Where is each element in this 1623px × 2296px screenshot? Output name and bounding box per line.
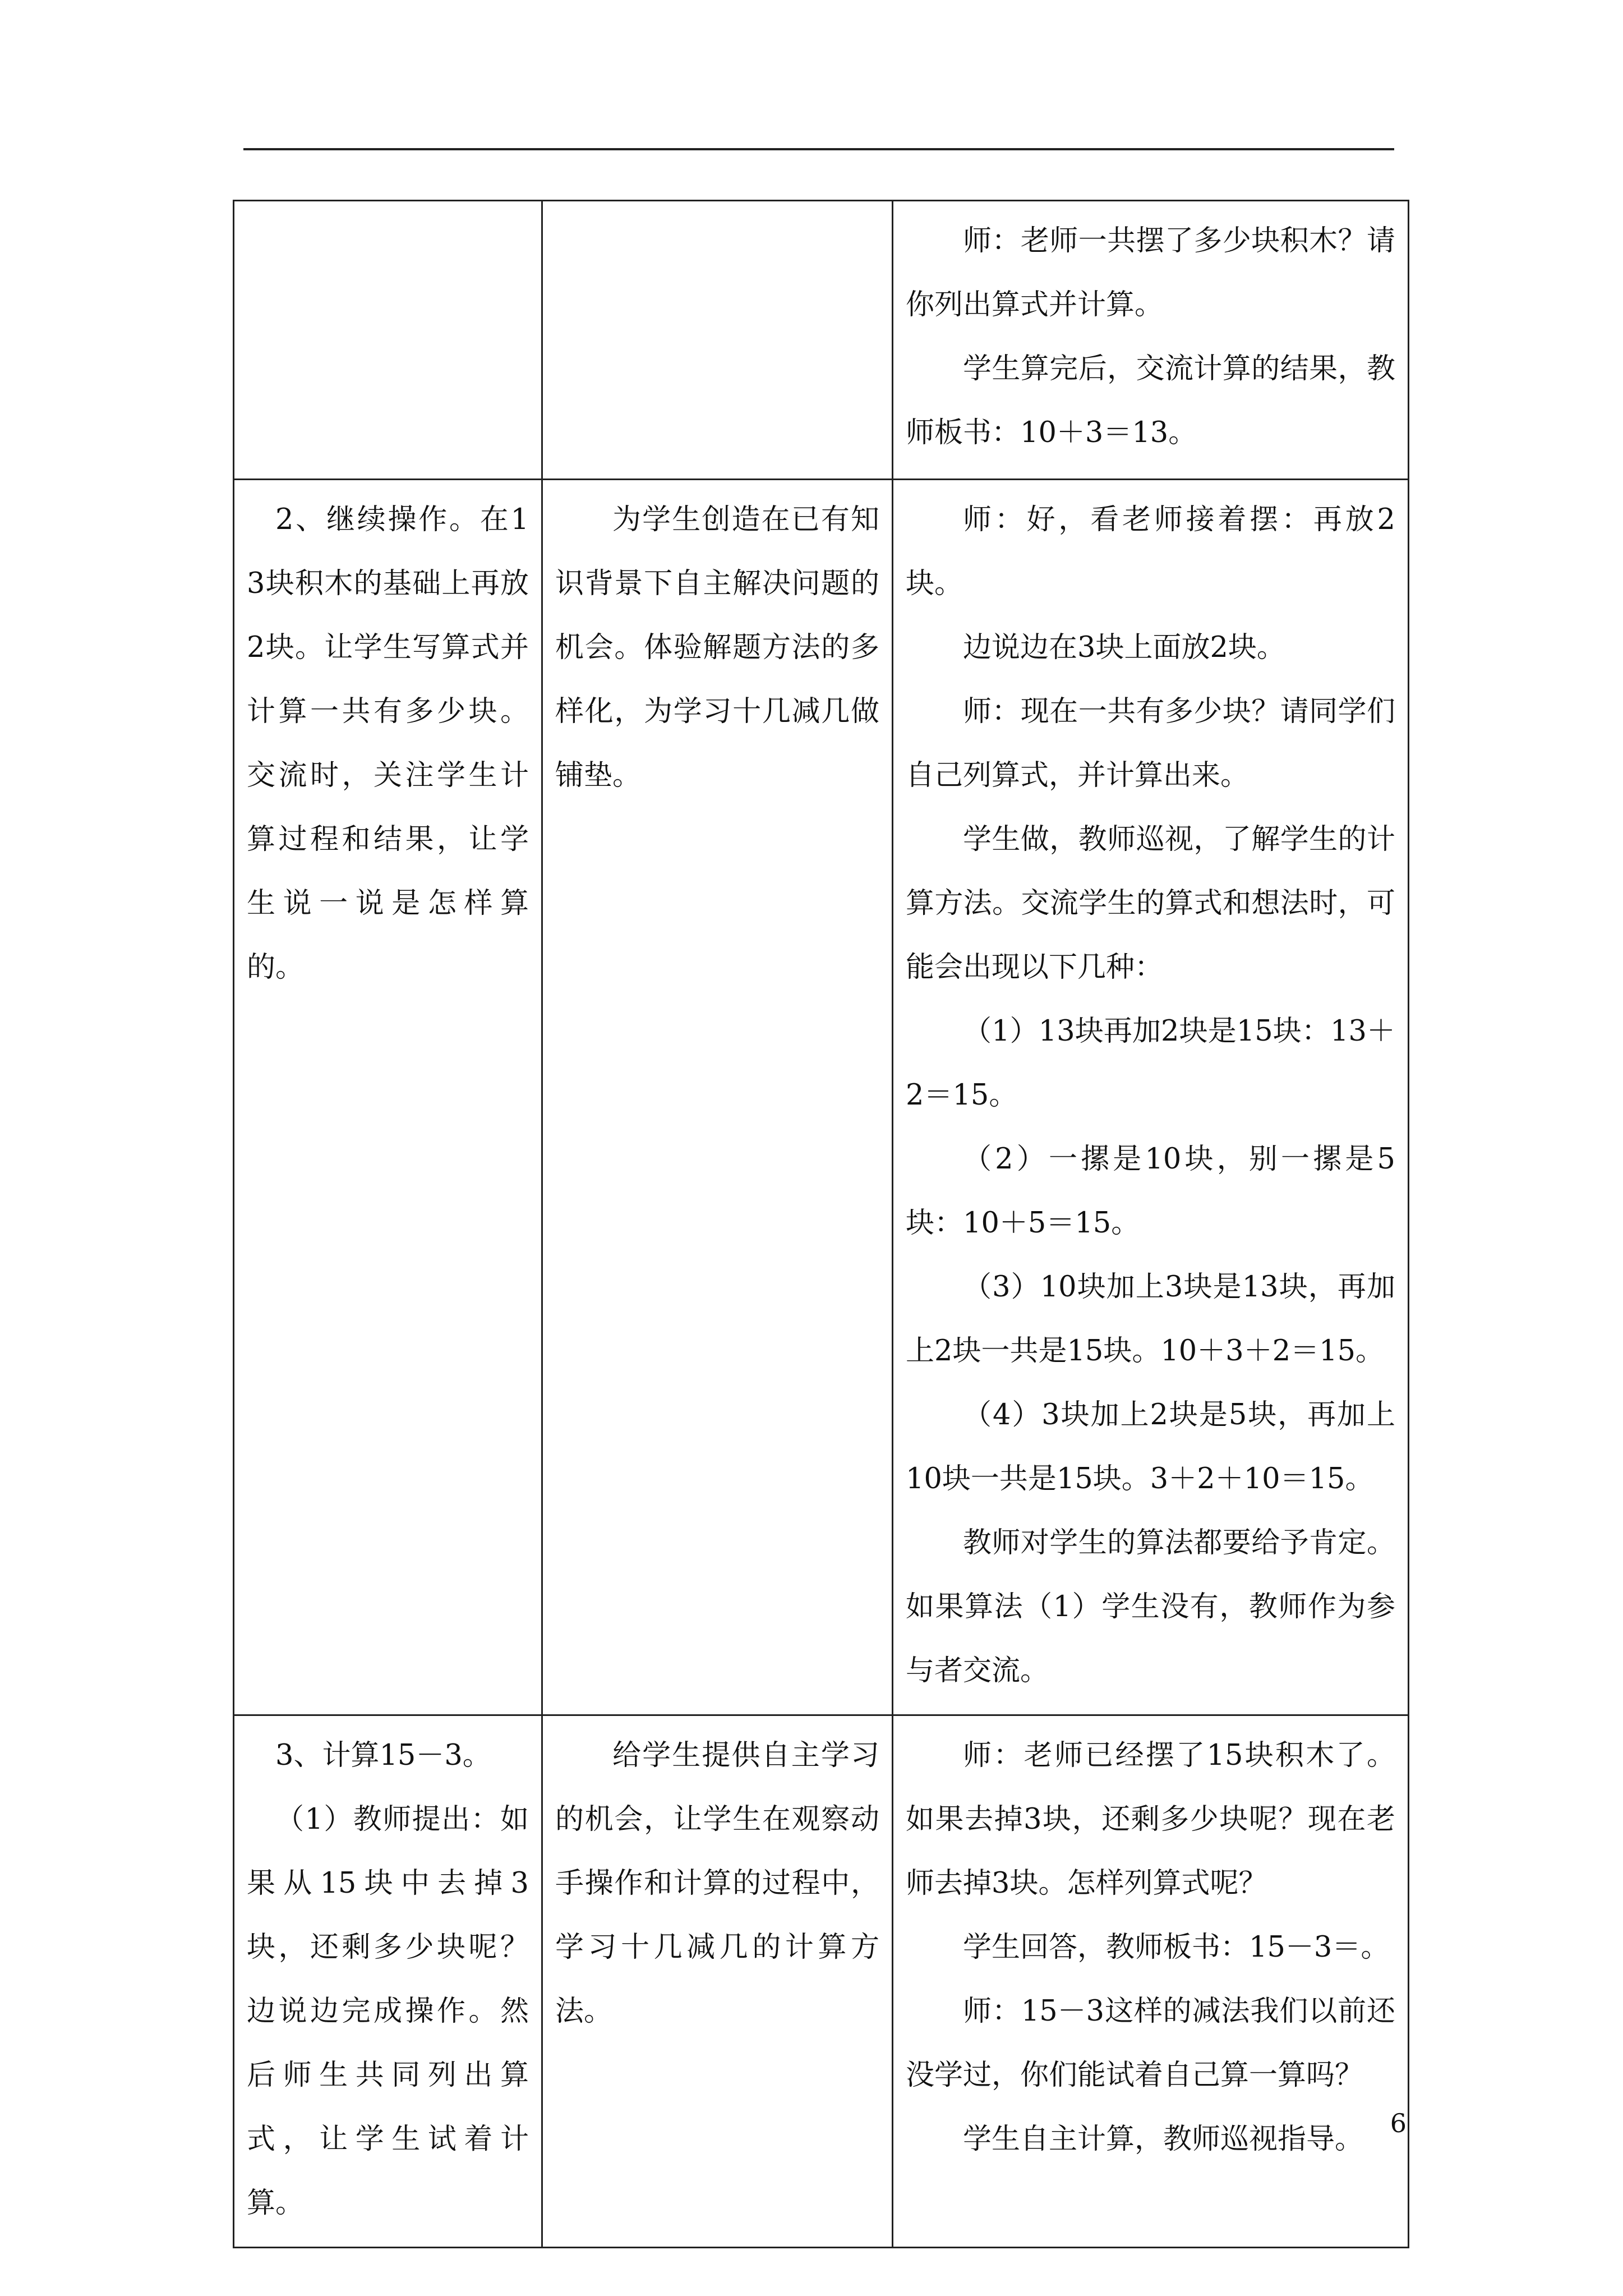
table-row xyxy=(234,480,1409,1715)
paragraph: 教师对学生的算法都要给予肯定。如果算法（1）学生没有，教师作为参与者交流。 xyxy=(906,1526,1395,1687)
activity-cell xyxy=(234,480,542,1715)
page-number: 6 xyxy=(1390,2108,1407,2138)
paragraph: 师：好，看老师接着摆：再放2块。 xyxy=(906,503,1395,600)
header-rule xyxy=(243,148,1394,150)
paragraph: 3、计算15－3。 xyxy=(275,1739,491,1772)
intent-cell xyxy=(542,480,893,1715)
paragraph: 2、继续操作。在13块积木的基础上再放2块。让学生写算式并计算一共有多少块。交流时，关注学生计算过程和结果，让学生说一说是怎样算的。 xyxy=(247,503,529,984)
table-row xyxy=(234,1715,1409,2248)
paragraph: 学生算完后，交流计算的结果，教师板书：10＋3＝13。 xyxy=(906,352,1395,449)
paragraph: 给学生提供自主学习的机会，让学生在观察动手操作和计算的过程中，学习十几减几的计算方法。 xyxy=(555,1739,879,2028)
paragraph: （4）3块加上2块是5块，再加上10块一共是15块。3＋2＋10＝15。 xyxy=(906,1398,1395,1496)
activity-cell xyxy=(234,201,542,480)
paragraph: （1）13块再加2块是15块：13＋2＝15。 xyxy=(906,1015,1395,1112)
process-cell xyxy=(893,1715,1409,2248)
paragraph: （1）教师提出：如果从15块中去掉3块，还剩多少块呢？边说边完成操作。然后师生共同列出算式，让学生试着计算。 xyxy=(247,1803,529,2220)
paragraph: 师：老师一共摆了多少块积木？请你列出算式并计算。 xyxy=(906,224,1395,321)
process-cell xyxy=(893,480,1409,1715)
process-cell xyxy=(893,201,1409,480)
paragraph: 学生回答，教师板书：15－3＝。 xyxy=(963,1931,1390,1964)
paragraph: 为学生创造在已有知识背景下自主解决问题的机会。体验解题方法的多样化，为学习十几减几做铺垫。 xyxy=(555,503,879,792)
paragraph: 边说边在3块上面放2块。 xyxy=(963,631,1285,664)
paragraph: 师：现在一共有多少块？请同学们自己列算式，并计算出来。 xyxy=(906,695,1395,792)
activity-cell xyxy=(234,1715,542,2248)
paragraph: 师：老师已经摆了15块积木了。如果去掉3块，还剩多少块呢？现在老师去掉3块。怎样列算式呢？ xyxy=(906,1739,1395,1900)
paragraph: （3）10块加上3块是13块，再加上2块一共是15块。10＋3＋2＝15。 xyxy=(906,1271,1395,1368)
lesson-plan-table xyxy=(233,200,1409,2248)
table-row xyxy=(234,201,1409,480)
intent-cell xyxy=(542,201,893,480)
intent-cell xyxy=(542,1715,893,2248)
paragraph: 学生做，教师巡视，了解学生的计算方法。交流学生的算式和想法时，可能会出现以下几种： xyxy=(906,823,1395,984)
paragraph: 师：15－3这样的减法我们以前还没学过，你们能试着自己算一算吗？ xyxy=(906,1995,1395,2092)
paragraph: （2）一摞是10块，别一摞是5块：10＋5＝15。 xyxy=(906,1143,1395,1240)
paragraph: 学生自主计算，教师巡视指导。 xyxy=(963,2123,1364,2156)
